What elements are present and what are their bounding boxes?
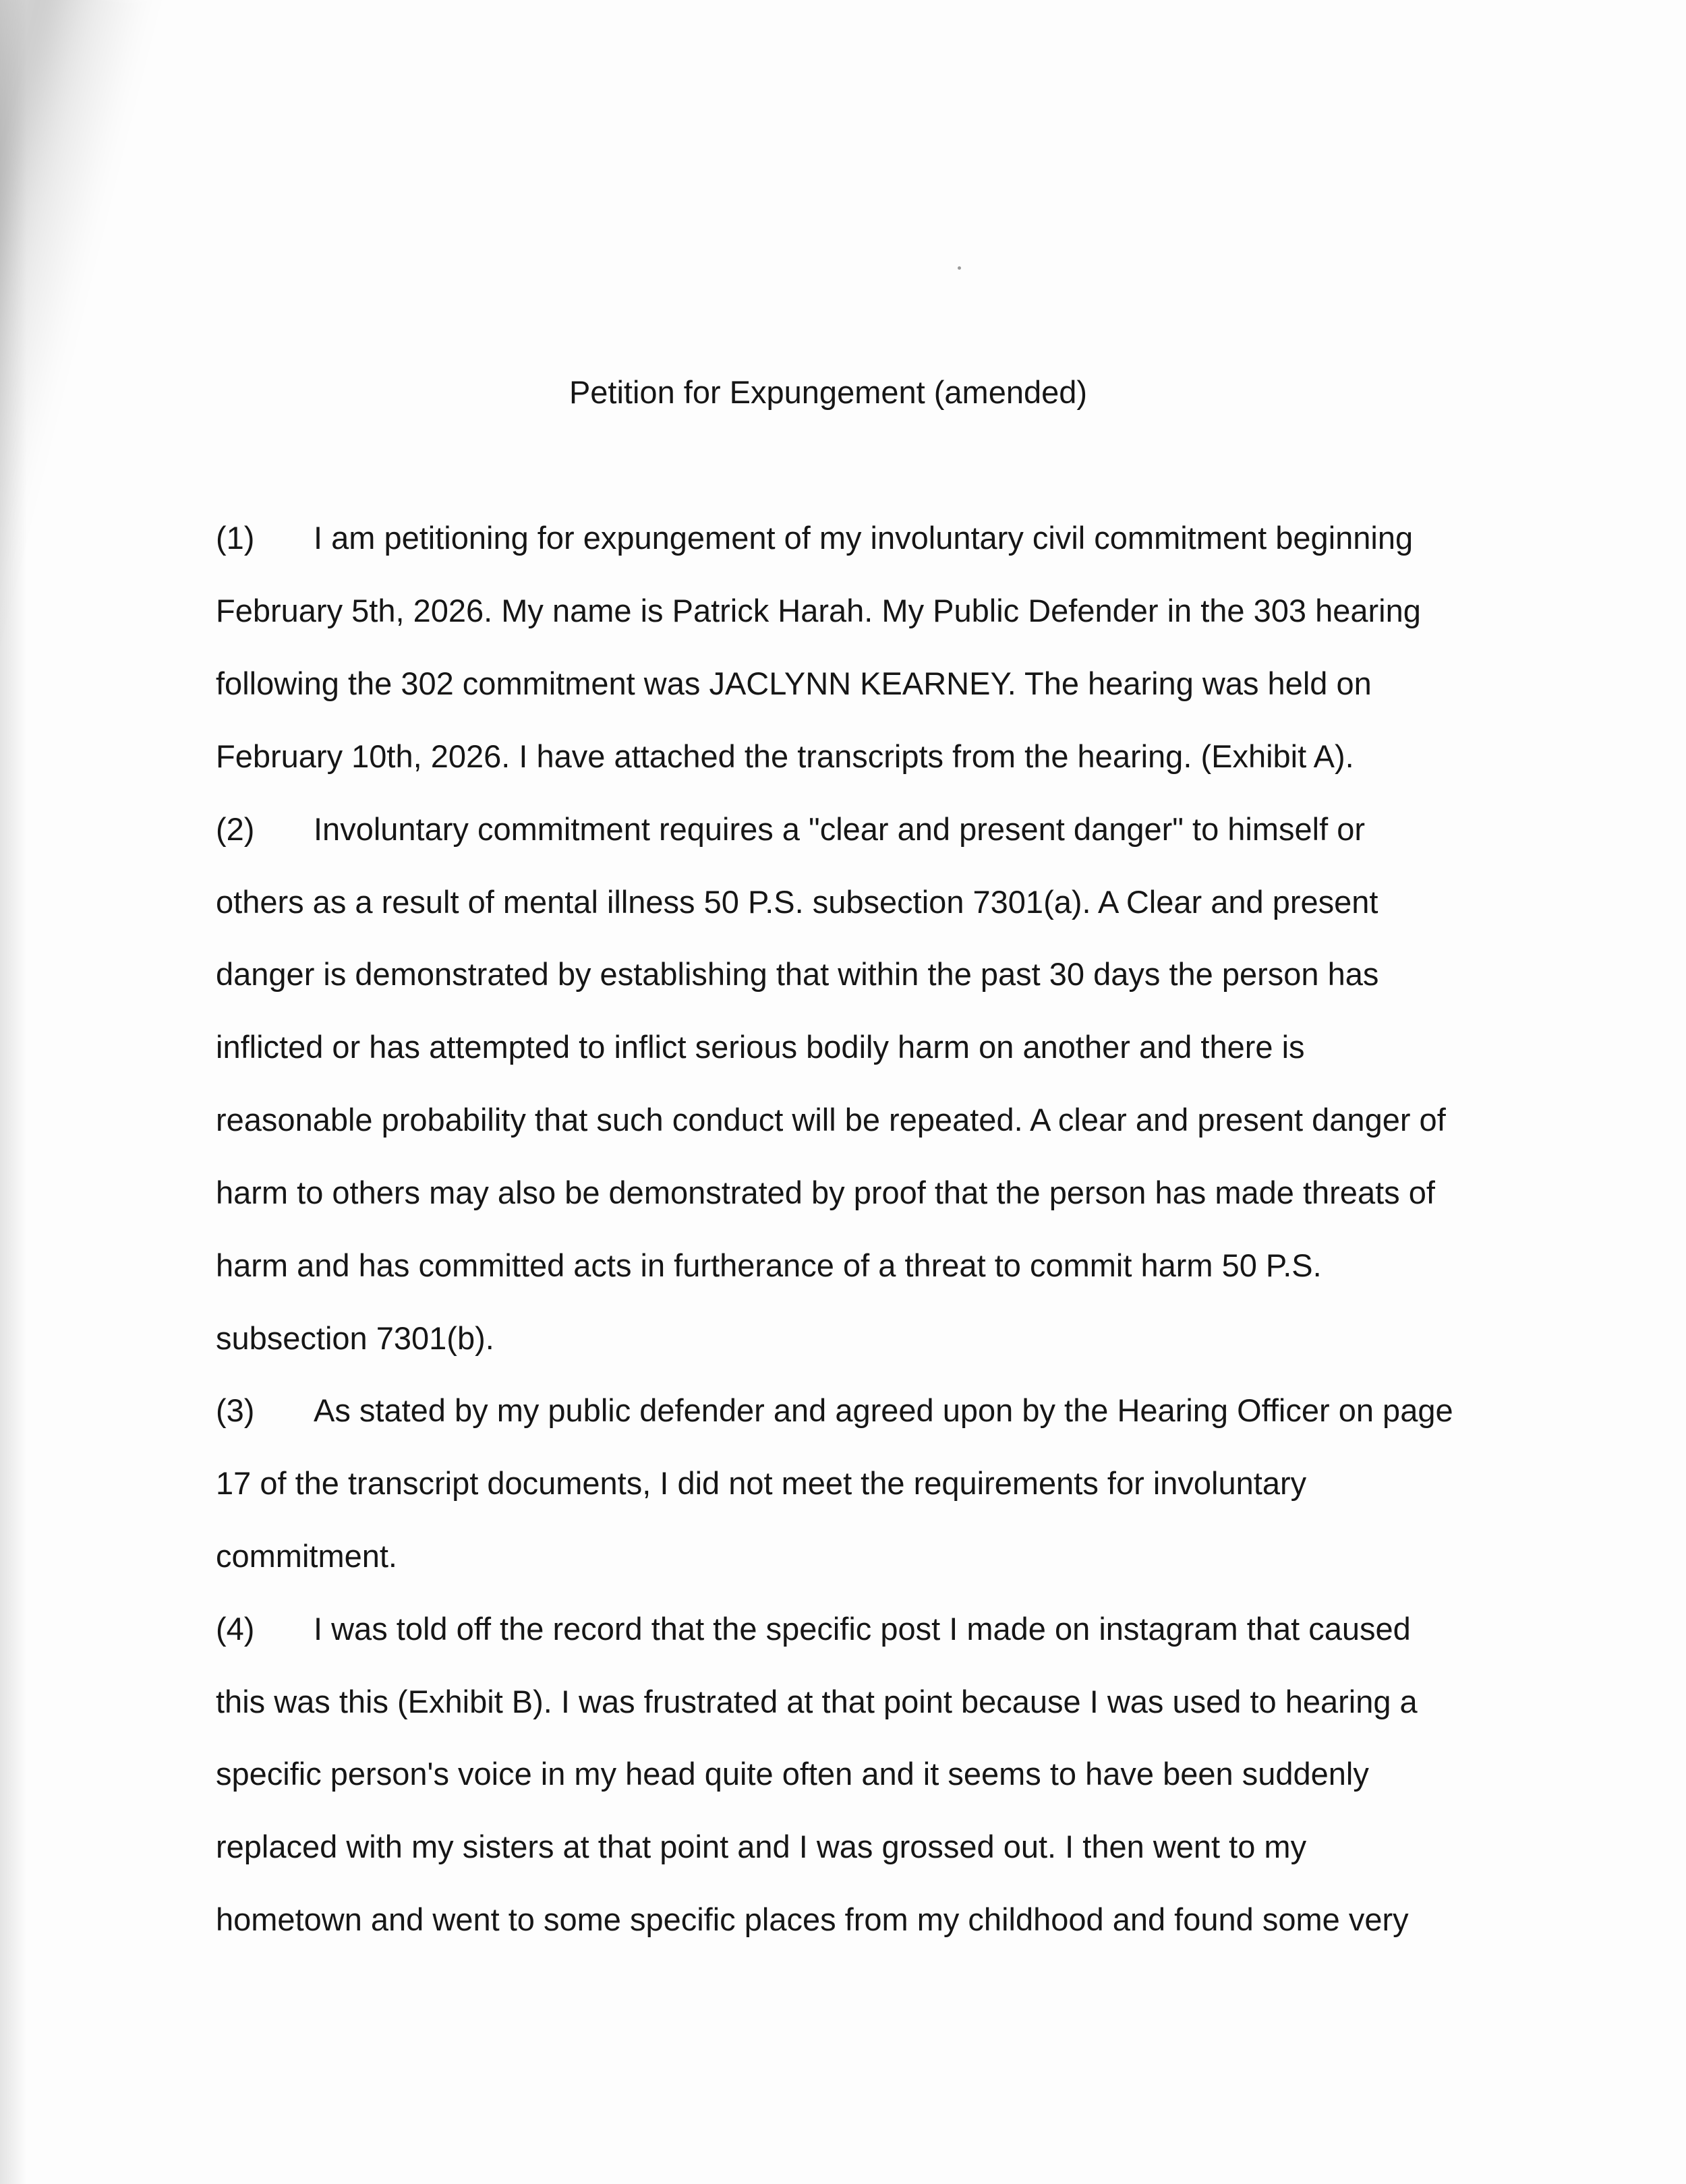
scanner-shadow [0,0,154,973]
paragraph-4-line-3: specific person's voice in my head quite often and it seems to have been suddenly [216,1756,1369,1792]
scan-speck [958,266,961,270]
paragraph-1-line-1 [216,515,1413,561]
paragraph-4-line-1 [216,1606,1411,1652]
paragraph-2-line-6: harm to others may also be demonstrated by proof that the person has made threats of [216,1175,1435,1210]
paragraph-2-line-8: subsection 7301(b). [216,1320,494,1356]
paragraph-2-line-5: reasonable probability that such conduct will be repeated. A clear and present danger of [216,1102,1446,1138]
paragraph-4-text-1: I was told off the record that the specific post I made on instagram that caused [314,1611,1411,1647]
paragraph-2-text-1: Involuntary commitment requires a "clear and present danger" to himself or [314,811,1365,847]
paragraph-4-line-4: replaced with my sisters at that point and I was grossed out. I then went to my [216,1829,1307,1864]
paragraph-1-line-4: February 10th, 2026. I have attached the transcripts from the hearing. (Exhibit A). [216,738,1354,774]
paragraph-1-text-1: I am petitioning for expungement of my involuntary civil commitment beginning [314,520,1414,556]
paragraph-1-line-3: following the 302 commitment was JACLYNN KEARNEY. The hearing was held on [216,666,1372,701]
paragraph-1-line-2: February 5th, 2026. My name is Patrick Harah. My Public Defender in the 303 hearing [216,593,1421,628]
paragraph-2-line-4: inflicted or has attempted to inflict serious bodily harm on another and there is [216,1029,1305,1065]
scanner-edge-shade [0,0,27,2184]
paragraph-4-line-5: hometown and went to some specific places from my childhood and found some very [216,1901,1409,1937]
document-title: Petition for Expungement (amended) [569,374,1088,410]
paragraph-1-number: (1) [216,520,255,556]
paragraph-2-number: (2) [216,811,255,847]
paragraph-2-line-3: danger is demonstrated by establishing that within the past 30 days the person has [216,956,1379,992]
paragraph-3-line-2: 17 of the transcript documents, I did not meet the requirements for involuntary [216,1465,1307,1501]
paragraph-3-line-1 [216,1388,1453,1434]
paragraph-3-number: (3) [216,1392,255,1428]
paragraph-2-line-7: harm and has committed acts in furtherance of a threat to commit harm 50 P.S. [216,1247,1322,1283]
paragraph-4-line-2: this was this (Exhibit B). I was frustrated at that point because I was used to hearing a [216,1684,1418,1719]
paragraph-3-text-1: As stated by my public defender and agreed upon by the Hearing Officer on page [314,1392,1453,1428]
paragraph-2-line-2: others as a result of mental illness 50 P.S. subsection 7301(a). A Clear and present [216,884,1378,920]
paragraph-4-number: (4) [216,1611,255,1647]
paragraph-2-line-1 [216,806,1365,852]
paragraph-3-line-3: commitment. [216,1538,397,1574]
